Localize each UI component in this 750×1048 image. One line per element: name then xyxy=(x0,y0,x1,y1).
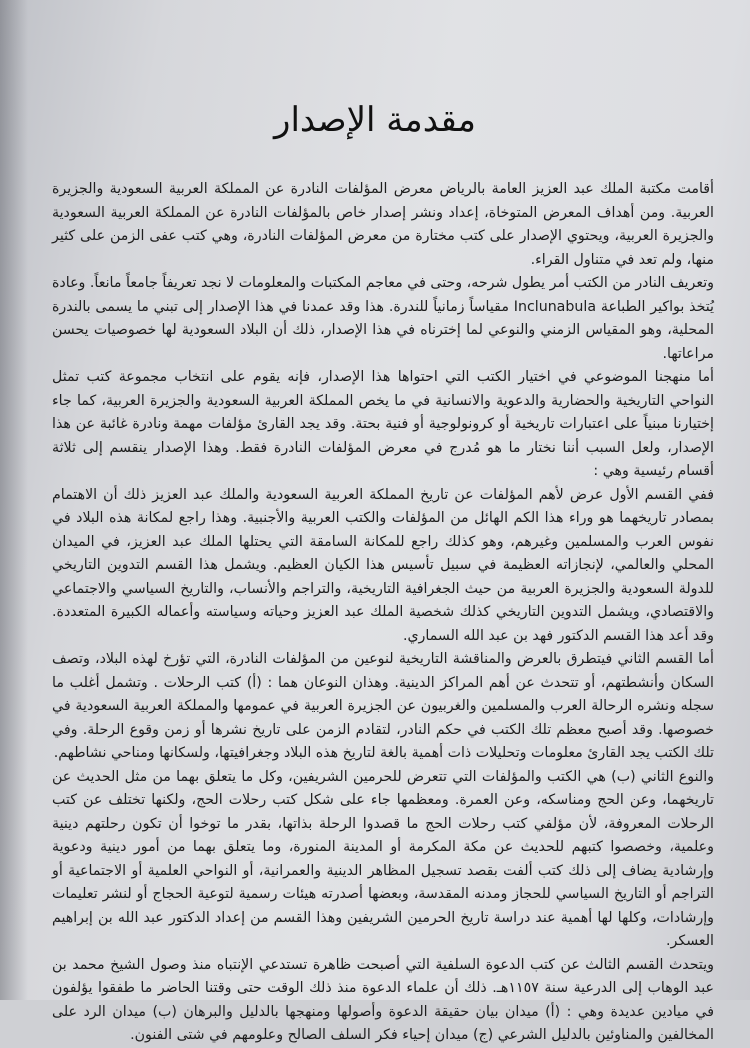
body-text xyxy=(52,178,714,1048)
paragraph-section-one: ففي القسم الأول عرض لأهم المؤلفات عن تاريخ المملكة العربية السعودية والملك عبد العزيز ذلك أن الاهتمام بمصادر تاريخهما هو وراء هذا الكم الهائل من المؤلفات والكتب العربية والأجنبية. وهذا راجع لمكانة هذه البلاد في نفوس العرب والمسلمين وغيرهم، وهو كذلك راجع للمكانة السامقة التي يحتلها الملك عبد العزيز، في الميدان المحلي والعالمي، لإنجازاته العظيمة في سبيل تأسيس هذا الكيان العظيم. ويشمل هذا القسم التدوين التاريخي للدولة السعودية والجزيرة العربية من حيث الجغرافية التاريخية، والتراجم والأنساب، والتاريخ السياسي والاجتماعي والاقتصادي، ويشمل التدوين التاريخي كذلك شخصية الملك عبد العزيز وحياته وسياسته وأعماله الكبيرة المتعددة. وقد أعد هذا القسم الدكتور فهد بن عبد الله السماري. xyxy=(52,486,714,644)
paragraph-section-two-b: والنوع الثاني (ب) هي الكتب والمؤلفات التي تتعرض للحرمين الشريفين، وكل ما يتعلق بهما من مثل الحديث عن تاريخهما، وعن الحج ومناسكه، وعن العمرة. ومعظمها جاء على شكل كتب رحلات الحج، ولكنها تختلف عن كتب الرحلات المعروفة، لأن مؤلفي كتب رحلات الحج ما قصدوا الرحلة بذاتها، بقدر ما توخوا أن تكون رحلتهم دينية وعلمية، وخصصوا كتبهم للحديث عن مكة المكرمة أو المدينة المنورة، وما يتعلق بهما من أمور دينية ودعوية وإرشادية يضاف إلى ذلك كتب ألفت بقصد تسجيل المظاهر الدينية والعمرانية، أو النواحي العلمية أو الاجتماعية أو التراجم أو التاريخ السياسي للحجاز ومدنه المقدسة، وبعضها أصدرته هيئات رسمية لتوعية الحجاج أو لنشر تعليمات وإرشادات، وكلها لها أهمية عند دراسة تاريخ الحرمين الشريفين وهذا القسم من إعداد الدكتور عبد الله بن إبراهيم العسكر. xyxy=(52,768,714,949)
paragraph-definition: وتعريف النادر من الكتب أمر يطول شرحه، وحتى في معاجم المكتبات والمعلومات لا نجد تعريفاً جامعاً مانعاً. وعادة يُتخذ بواكير الطباعة Inclunabula مقياساً زمانياً للندرة. هذا وقد عمدنا في هذا الإصدار إلى تبني ما يسمى بالندرة المحلية، وهو المقياس الزمني والنوعي لما إخترناه في هذا الإصدار، ذلك أن البلاد السعودية لها خصوصيات يحسن مراعاتها. xyxy=(52,275,714,362)
paragraph-section-three: ويتحدث القسم الثالث عن كتب الدعوة السلفية التي أصبحت ظاهرة تستدعي الإنتباه منذ وصول الشيخ محمد بن عبد الوهاب إلى الدرعية سنة ١١٥٧هـ. ذلك أن علماء الدعوة منذ ذلك الوقت حتى وقتنا الحاضر ما طفقوا يؤلفون في ميادين عديدة وهي : (أ) ميدان بيان حقيقة الدعوة وأصولها ومنهجها بالدليل والبرهان (ب) ميدان الرد على المخالفين والمناوئين بالدليل الشرعي (ج) ميدان إحياء فكر السلف الصالح وعلومهم في شتى الفنون. xyxy=(52,956,714,1043)
book-gutter-shadow xyxy=(0,0,28,1000)
paragraph-intro: أقامت مكتبة الملك عبد العزيز العامة بالرياض معرض المؤلفات النادرة عن المملكة العربية السعودية والجزيرة العربية. ومن أهداف المعرض المتوخاة، إعداد ونشر إصدار خاص بالمؤلفات النادرة عن المملكة العربية السعودية والجزيرة العربية، ويحتوي الإصدار على كتب مختارة من معرض المؤلفات النادرة، وهي كتب عفى الزمن على كثير منها، ولم تعد في متناول القراء. xyxy=(52,181,714,268)
page-title: مقدمة الإصدار xyxy=(274,100,476,140)
paragraph-section-two: أما القسم الثاني فيتطرق بالعرض والمناقشة التاريخية لنوعين من المؤلفات النادرة، التي تؤرخ لهذه البلاد، وتصف السكان وأنشطتهم، أو تتحدث عن أهم المراكز الدينية. وهذان النوعان هما : (أ) كتب الرحلات . وتشمل أغلب ما سجله ونشره الرحالة العرب والمسلمين والغربيون عن الجزيرة العربية في عمومها والمملكة العربية السعودية في خصوصها. وقد أصبح معظم تلك الكتب في حكم النادر، لتقادم الزمن على تاريخ نشرها أو زمن وقوع الرحلة. وفي تلك الكتب يجد القارئ معلومات وتحليلات ذات أهمية بالغة لتاريخ هذه البلاد وجغرافيتها، ولسكانها ومناحي نشاطهم. xyxy=(52,651,714,761)
paragraph-methodology: أما منهجنا الموضوعي في اختيار الكتب التي احتواها هذا الإصدار، فإنه يقوم على انتخاب مجموعة كتب تمثل النواحي التاريخية والحضارية والدعوية والانسانية في ما يخص المملكة العربية السعودية والجزيرة العربية، كما جاء إختيارنا مبنياً على اعتبارات تاريخية أو كرونولوجية أو فنية بحتة. وقد يجد القارئ مؤلفات مهمة ونادرة غائبة عن هذا الإصدار، ولعل السبب أننا نختار ما هو مُدرج في معرض المؤلفات النادرة فقط. وهذا الإصدار ينقسم إلى ثلاثة أقسام رئيسية وهي : xyxy=(52,369,714,479)
